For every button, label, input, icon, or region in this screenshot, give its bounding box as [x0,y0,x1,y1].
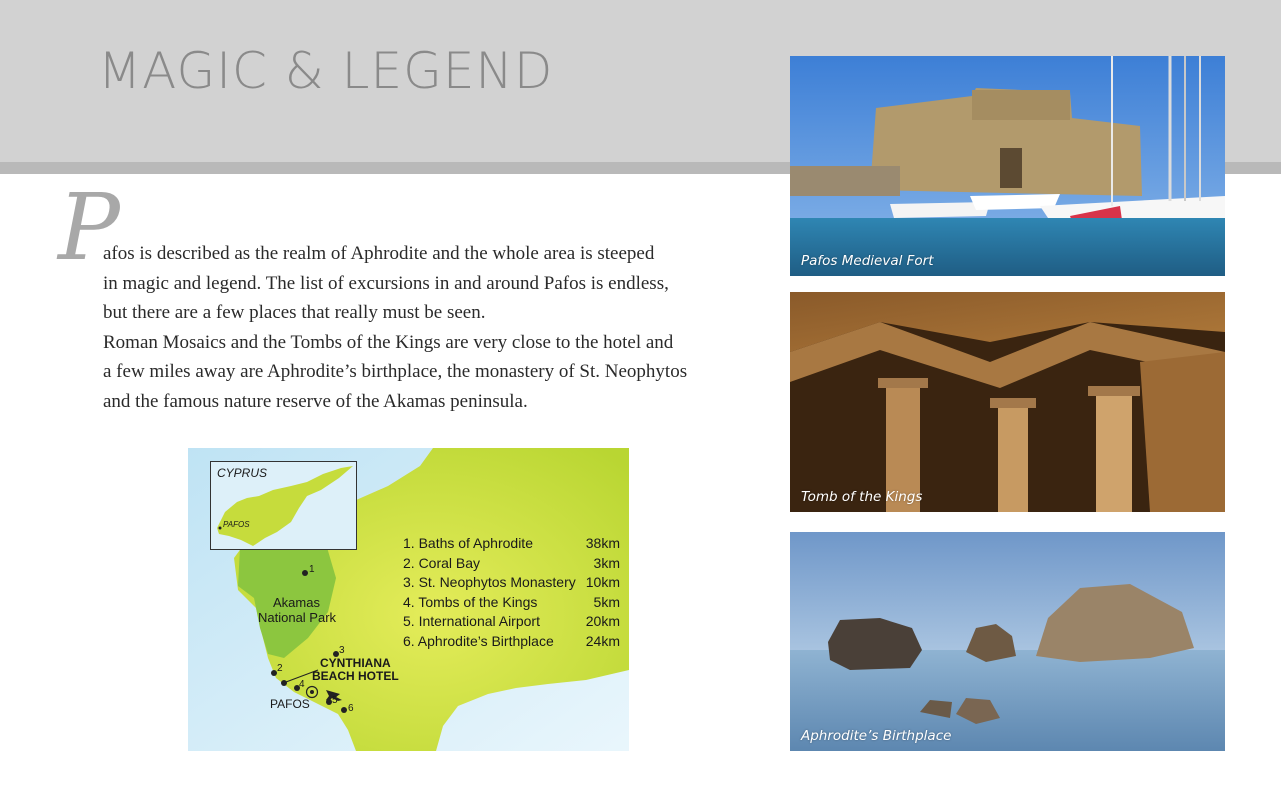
fort-photo [790,56,1225,276]
sea-rocks-photo [790,532,1225,751]
pafos-region-map [188,448,629,751]
legend-distance: 20km [585,613,620,630]
legend-distance: 3km [593,554,620,571]
legend-row [403,573,620,593]
legend-row [403,612,620,632]
drop-cap-letter: P [58,174,120,281]
inset-title: CYPRUS [217,466,268,480]
legend-place: 1. Baths of Aphrodite [403,535,533,551]
page-title: MAGIC & LEGEND [98,42,554,100]
legend-place: 2. Coral Bay [403,554,481,571]
birthplace-photo [790,532,1225,751]
legend-row [403,534,620,554]
photo-caption: Aphrodite’s Birthplace [801,728,952,744]
park-label: National Park [258,610,337,625]
cyprus-inset-map [210,461,357,550]
legend-row [403,554,620,574]
intro-line: afos is described as the realm of Aphrodite and the whole area is steeped [103,243,655,264]
photo-caption: Pafos Medieval Fort [801,253,934,269]
legend-row [403,593,620,613]
hotel-label: CYNTHIANA [320,656,391,670]
legend-place: 6. Aphrodite’s Birthplace [403,632,554,649]
legend-row [403,632,620,652]
map-legend [403,534,620,652]
legend-place: 3. St. Neophytos Monastery [403,574,576,591]
marker-label: 3 [339,645,345,656]
inset-city-label: PAFOS [223,520,250,529]
intro-text [103,239,763,416]
park-label: Akamas [273,595,320,610]
tomb-columns-photo [790,292,1225,512]
marker-label: 4 [299,679,305,690]
legend-distance: 10km [585,574,620,591]
marker-label: 5 [332,695,338,706]
tomb-photo [790,292,1225,512]
marker-label: 1 [309,564,315,575]
legend-place: 5. International Airport [403,613,540,630]
marker-label: 2 [277,663,283,674]
marker-label: 6 [348,703,354,714]
intro-line: but there are a few places that really must be seen. [103,302,486,323]
photo-caption: Tomb of the Kings [801,489,923,505]
legend-distance: 24km [585,632,620,649]
legend-distance: 38km [585,535,620,551]
intro-line: Roman Mosaics and the Tombs of the Kings are very close to the hotel and [103,331,674,353]
fort-harbour-photo [790,56,1225,276]
legend-place: 4. Tombs of the Kings [403,593,538,610]
hotel-label: BEACH HOTEL [312,669,399,683]
intro-line: in magic and legend. The list of excursions in and around Pafos is endless, [103,272,669,294]
legend-distance: 5km [593,593,620,610]
intro-line: and the famous nature reserve of the Akamas peninsula. [103,390,528,412]
city-label: PAFOS [270,697,310,711]
intro-line: a few miles away are Aphrodite’s birthplace, the monastery of St. Neophytos [103,361,688,382]
